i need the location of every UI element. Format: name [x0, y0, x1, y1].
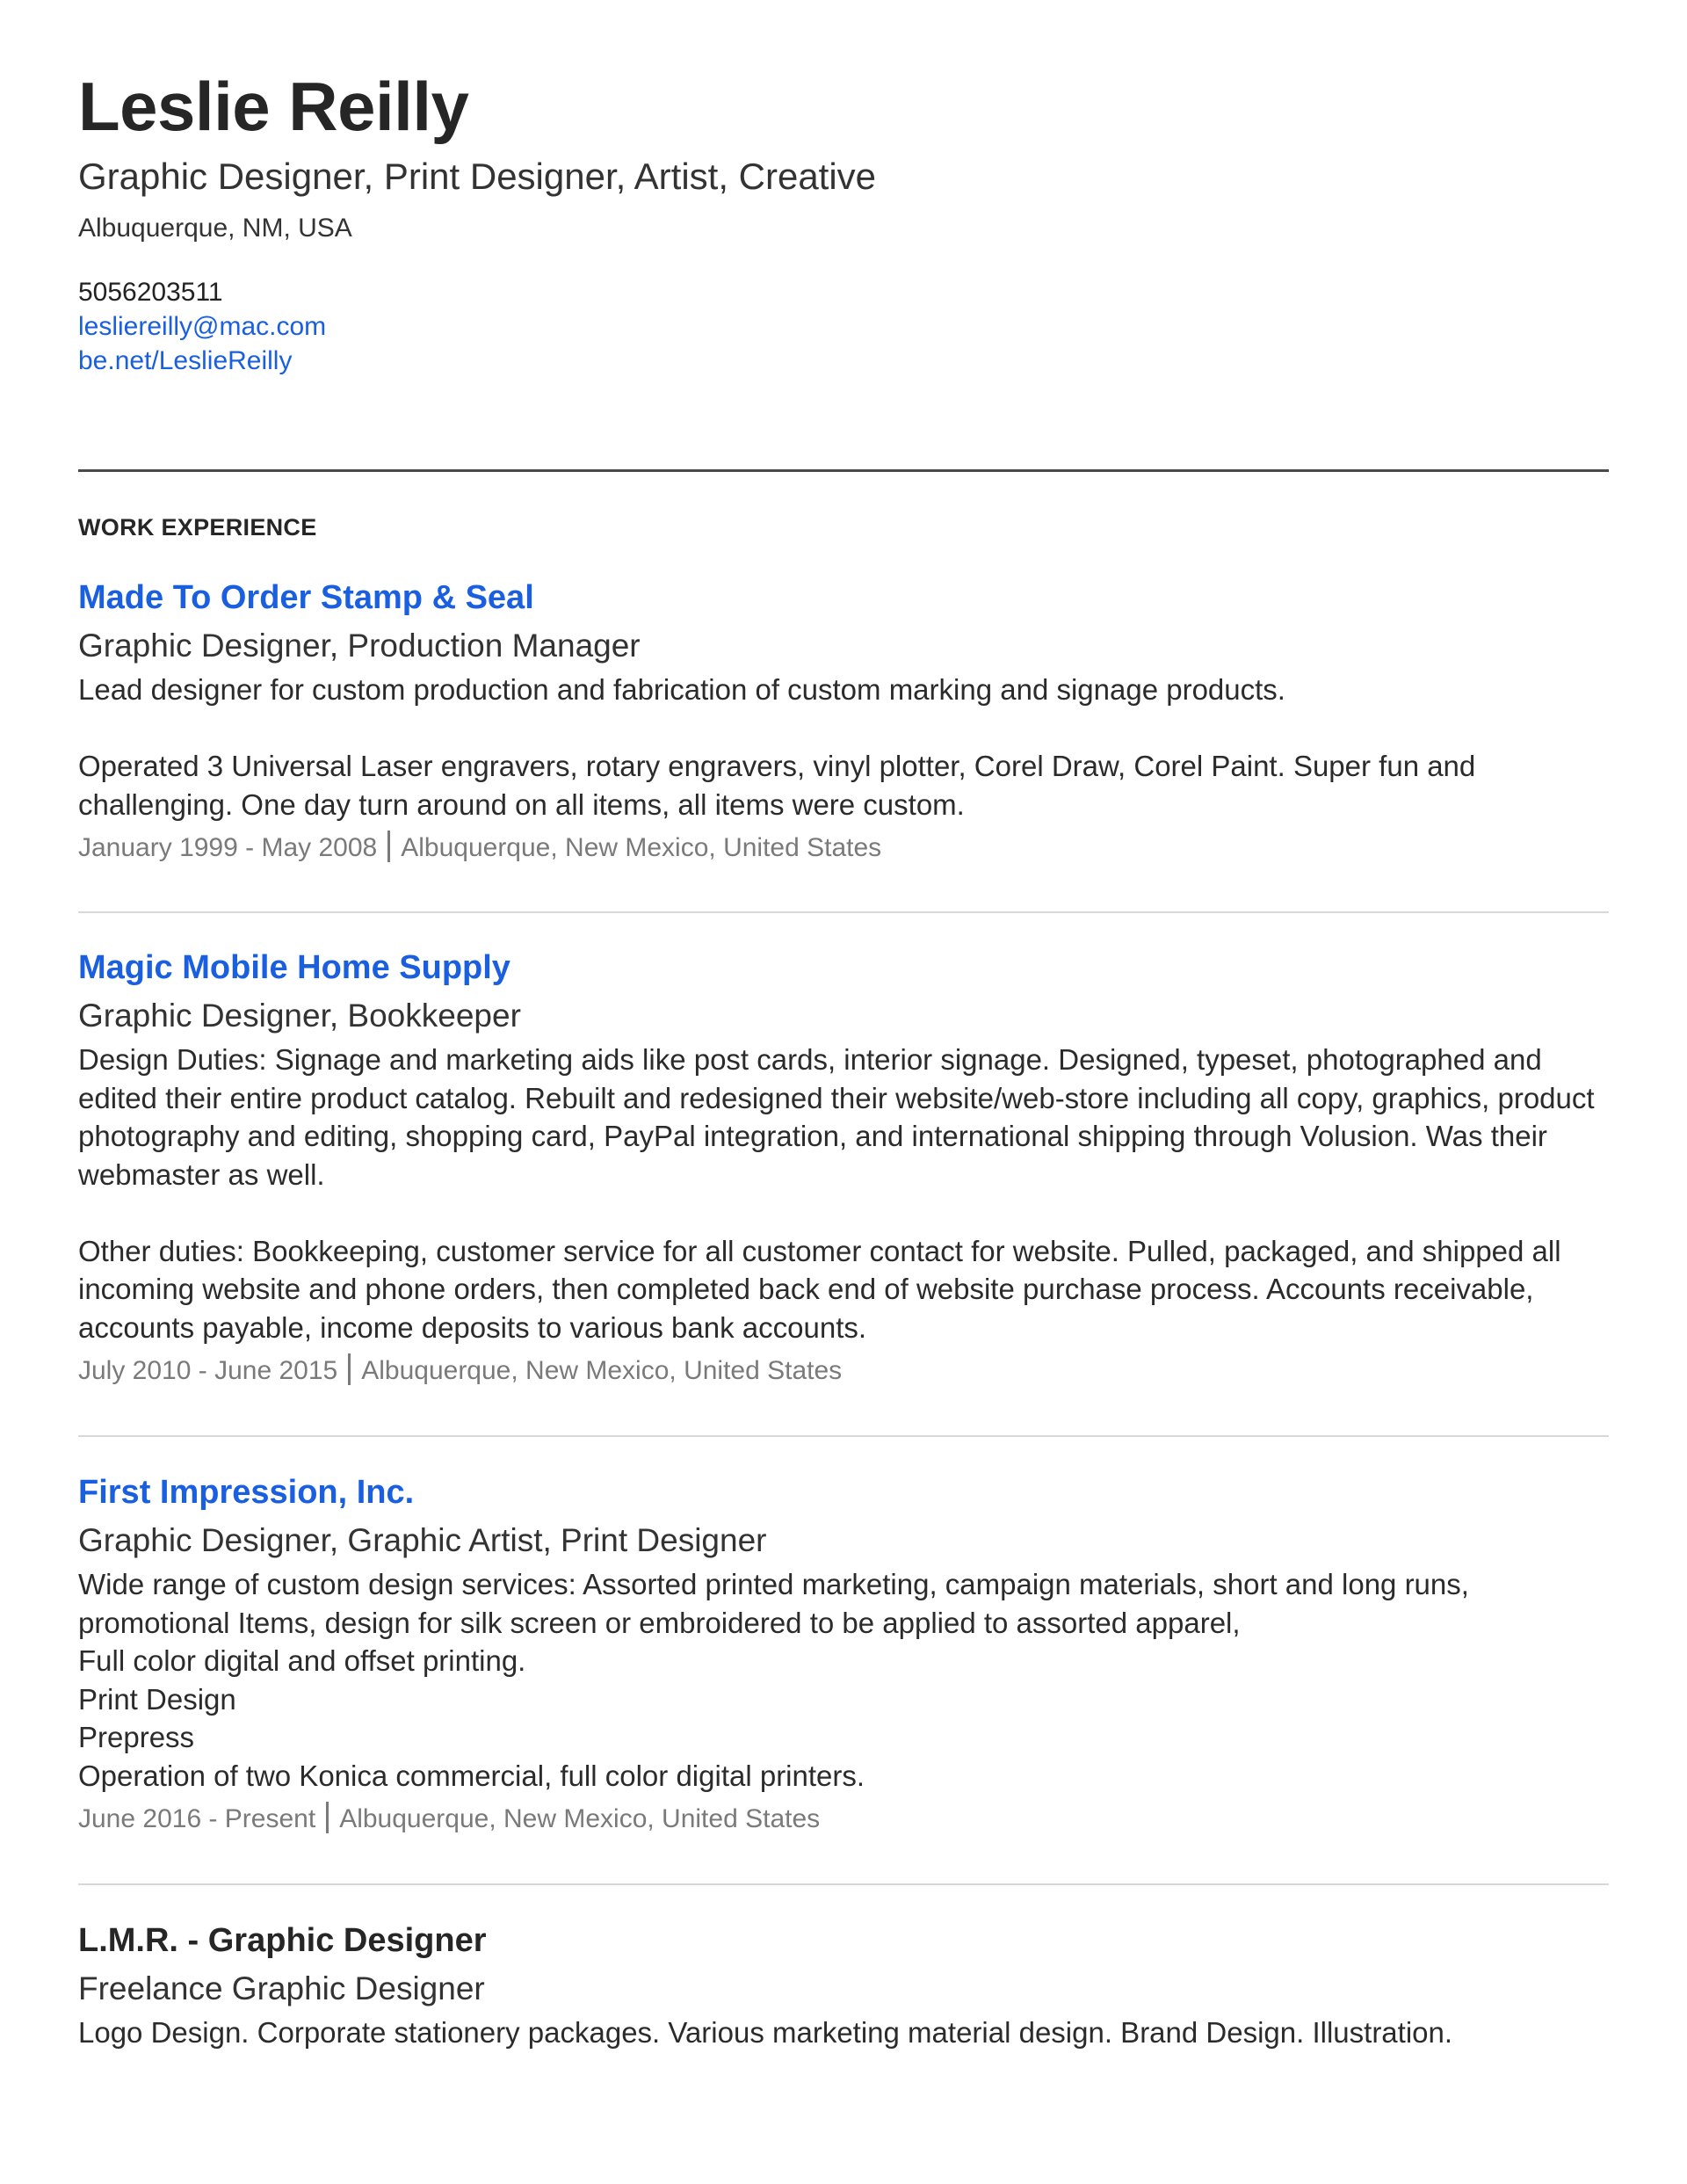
- job-dates: June 2016 - Present: [78, 1804, 316, 1833]
- location: Albuquerque, NM, USA: [78, 214, 352, 243]
- company-name: Magic Mobile Home Supply: [78, 949, 510, 986]
- meta-separator: [326, 1802, 329, 1833]
- job-entry: [78, 1472, 1609, 1837]
- job-dates: January 1999 - May 2008: [78, 833, 378, 862]
- job-meta: [78, 1353, 1609, 1389]
- meta-separator: [387, 831, 390, 862]
- job-entry: [78, 577, 1609, 866]
- email-link[interactable]: lesliereilly@mac.com: [78, 312, 327, 341]
- job-divider: [78, 911, 1609, 913]
- job-location: Albuquerque, New Mexico, United States: [401, 833, 882, 862]
- phone-number: 5056203511: [78, 278, 223, 307]
- job-description: Logo Design. Corporate stationery packages. Various marketing material design. Brand Design. Illustration.: [78, 2016, 1453, 2049]
- company-name: L.M.R. - Graphic Designer: [78, 1922, 487, 1959]
- job-dates: July 2010 - June 2015: [78, 1356, 338, 1385]
- meta-separator: [348, 1353, 351, 1385]
- job-description: Wide range of custom design services: Assorted printed marketing, campaign materials, short and long runs, promotional Items, design for silk screen or embroidered to be applied to assorted apparel, Full color digital and offset printing. Print Design Prepress Operation of two Konica commercial, full color digital printers.: [78, 1568, 1469, 1792]
- job-title: Freelance Graphic Designer: [78, 1970, 485, 2006]
- job-entry: [78, 1920, 1609, 2052]
- job-description: Design Duties: Signage and marketing aids like post cards, interior signage. Designed, typeset, photographed and edited their entire product catalog. Rebuilt and redesigned their website/web-store including all copy, graphics, product photography and editing, shopping card, PayPal integration, and international shipping through Volusion. Was their webmaster as well. Other duties: Bookkeeping, customer service for all customer contact for website. Pulled, packaged, and shipped all incoming website and phone orders, then completed back end of website purchase process. Accounts receivable, accounts payable, income deposits to various bank accounts.: [78, 1043, 1595, 1344]
- job-title: Graphic Designer, Production Manager: [78, 628, 641, 664]
- company-name: First Impression, Inc.: [78, 1474, 415, 1511]
- section-title-work: WORK EXPERIENCE: [78, 514, 317, 541]
- contact-block: [78, 275, 326, 378]
- job-title: Graphic Designer, Bookkeeper: [78, 998, 521, 1034]
- job-divider: [78, 1435, 1609, 1437]
- job-divider: [78, 1883, 1609, 1885]
- job-location: Albuquerque, New Mexico, United States: [339, 1804, 821, 1833]
- company-name: Made To Order Stamp & Seal: [78, 579, 534, 616]
- job-meta: [78, 831, 1609, 866]
- job-location: Albuquerque, New Mexico, United States: [361, 1356, 843, 1385]
- header-rule: [78, 469, 1609, 472]
- headline: Graphic Designer, Print Designer, Artist, Creative: [78, 156, 877, 197]
- candidate-name: Leslie Reilly: [78, 68, 469, 145]
- job-description: Lead designer for custom production and fabrication of custom marking and signage products. Operated 3 Universal Laser engravers, rotary engravers, vinyl plotter, Corel Draw, Corel Paint. Super fun and challenging. One day turn around on all items, all items were custom.: [78, 673, 1476, 821]
- website-link[interactable]: be.net/LeslieReilly: [78, 346, 293, 375]
- job-title: Graphic Designer, Graphic Artist, Print Designer: [78, 1522, 767, 1558]
- job-entry: [78, 947, 1609, 1389]
- job-meta: [78, 1802, 1609, 1837]
